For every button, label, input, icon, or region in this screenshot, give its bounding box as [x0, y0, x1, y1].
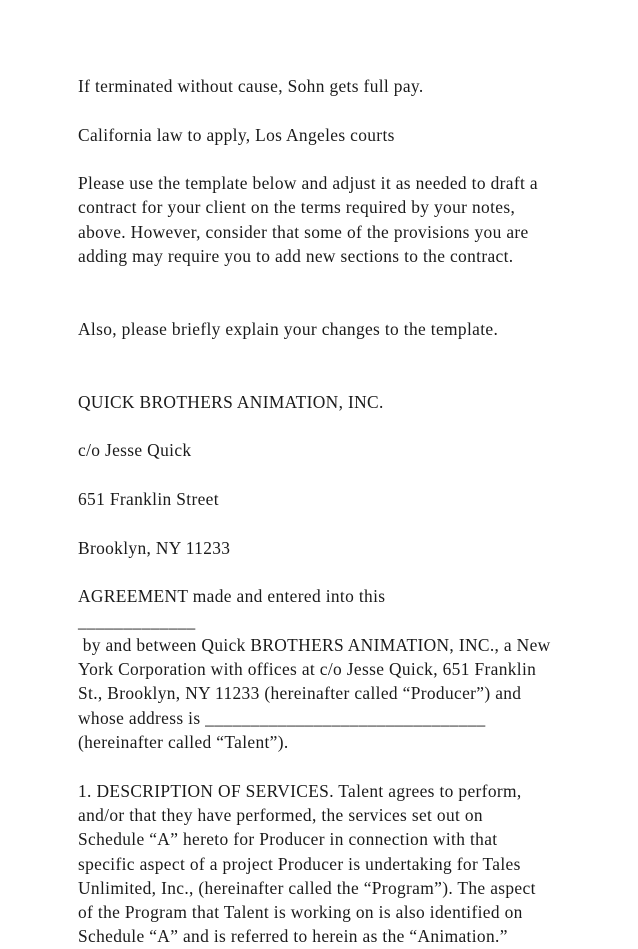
paragraph-agreement: [78, 584, 598, 754]
address-street: [78, 487, 598, 511]
text-line: of the Program that Talent is working on is also identified on: [78, 902, 523, 923]
text-line: 651 Franklin Street: [78, 489, 219, 510]
text-line: QUICK BROTHERS ANIMATION, INC.: [78, 391, 384, 412]
text-line: Please use the template below and adjust it as needed to draft a: [78, 173, 538, 194]
text-line: adding may require you to add new sections to the contract.: [78, 246, 514, 267]
paragraph-instructions: [78, 171, 598, 268]
text-line: above. However, consider that some of the provisions you are: [78, 221, 529, 242]
text-line: by and between Quick BROTHERS ANIMATION, INC., a New: [78, 634, 551, 655]
text-line: California law to apply, Los Angeles courts: [78, 124, 395, 145]
text-line: Schedule “A” and is referred to herein as the “Animation.”: [78, 926, 508, 947]
text-line: specific aspect of a project Producer is undertaking for Tales: [78, 853, 521, 874]
company-name: [78, 390, 598, 414]
text-line: Brooklyn, NY 11233: [78, 537, 231, 558]
text-line: St., Brooklyn, NY 11233 (hereinafter called “Producer”) and: [78, 683, 522, 704]
paragraph-description-of-services: [78, 779, 598, 949]
text-line: whose address is _______________________________: [78, 707, 486, 728]
text-line: and/or that they have performed, the services set out on: [78, 804, 483, 825]
text-line: Unlimited, Inc., (hereinafter called the “Program”). The aspect: [78, 877, 536, 898]
text-line: 1. DESCRIPTION OF SERVICES. Talent agrees to perform,: [78, 780, 522, 801]
text-line: York Corporation with offices at c/o Jesse Quick, 651 Franklin: [78, 659, 537, 680]
address-care-of: [78, 438, 598, 462]
text-line: Schedule “A” hereto for Producer in connection with that: [78, 829, 498, 850]
paragraph-termination: [78, 74, 598, 98]
paragraph-governing-law: [78, 123, 598, 147]
address-city: [78, 536, 598, 560]
text-line: If terminated without cause, Sohn gets full pay.: [78, 76, 424, 96]
text-line: (hereinafter called “Talent”).: [78, 732, 289, 753]
paragraph-explain-changes: [78, 317, 598, 341]
text-line: c/o Jesse Quick: [78, 440, 192, 461]
text-line: Also, please briefly explain your changes to the template.: [78, 318, 499, 339]
text-line: contract for your client on the terms required by your notes,: [78, 197, 516, 218]
text-line: AGREEMENT made and entered into this: [78, 586, 386, 607]
blank-date-line: _____________: [78, 610, 196, 631]
